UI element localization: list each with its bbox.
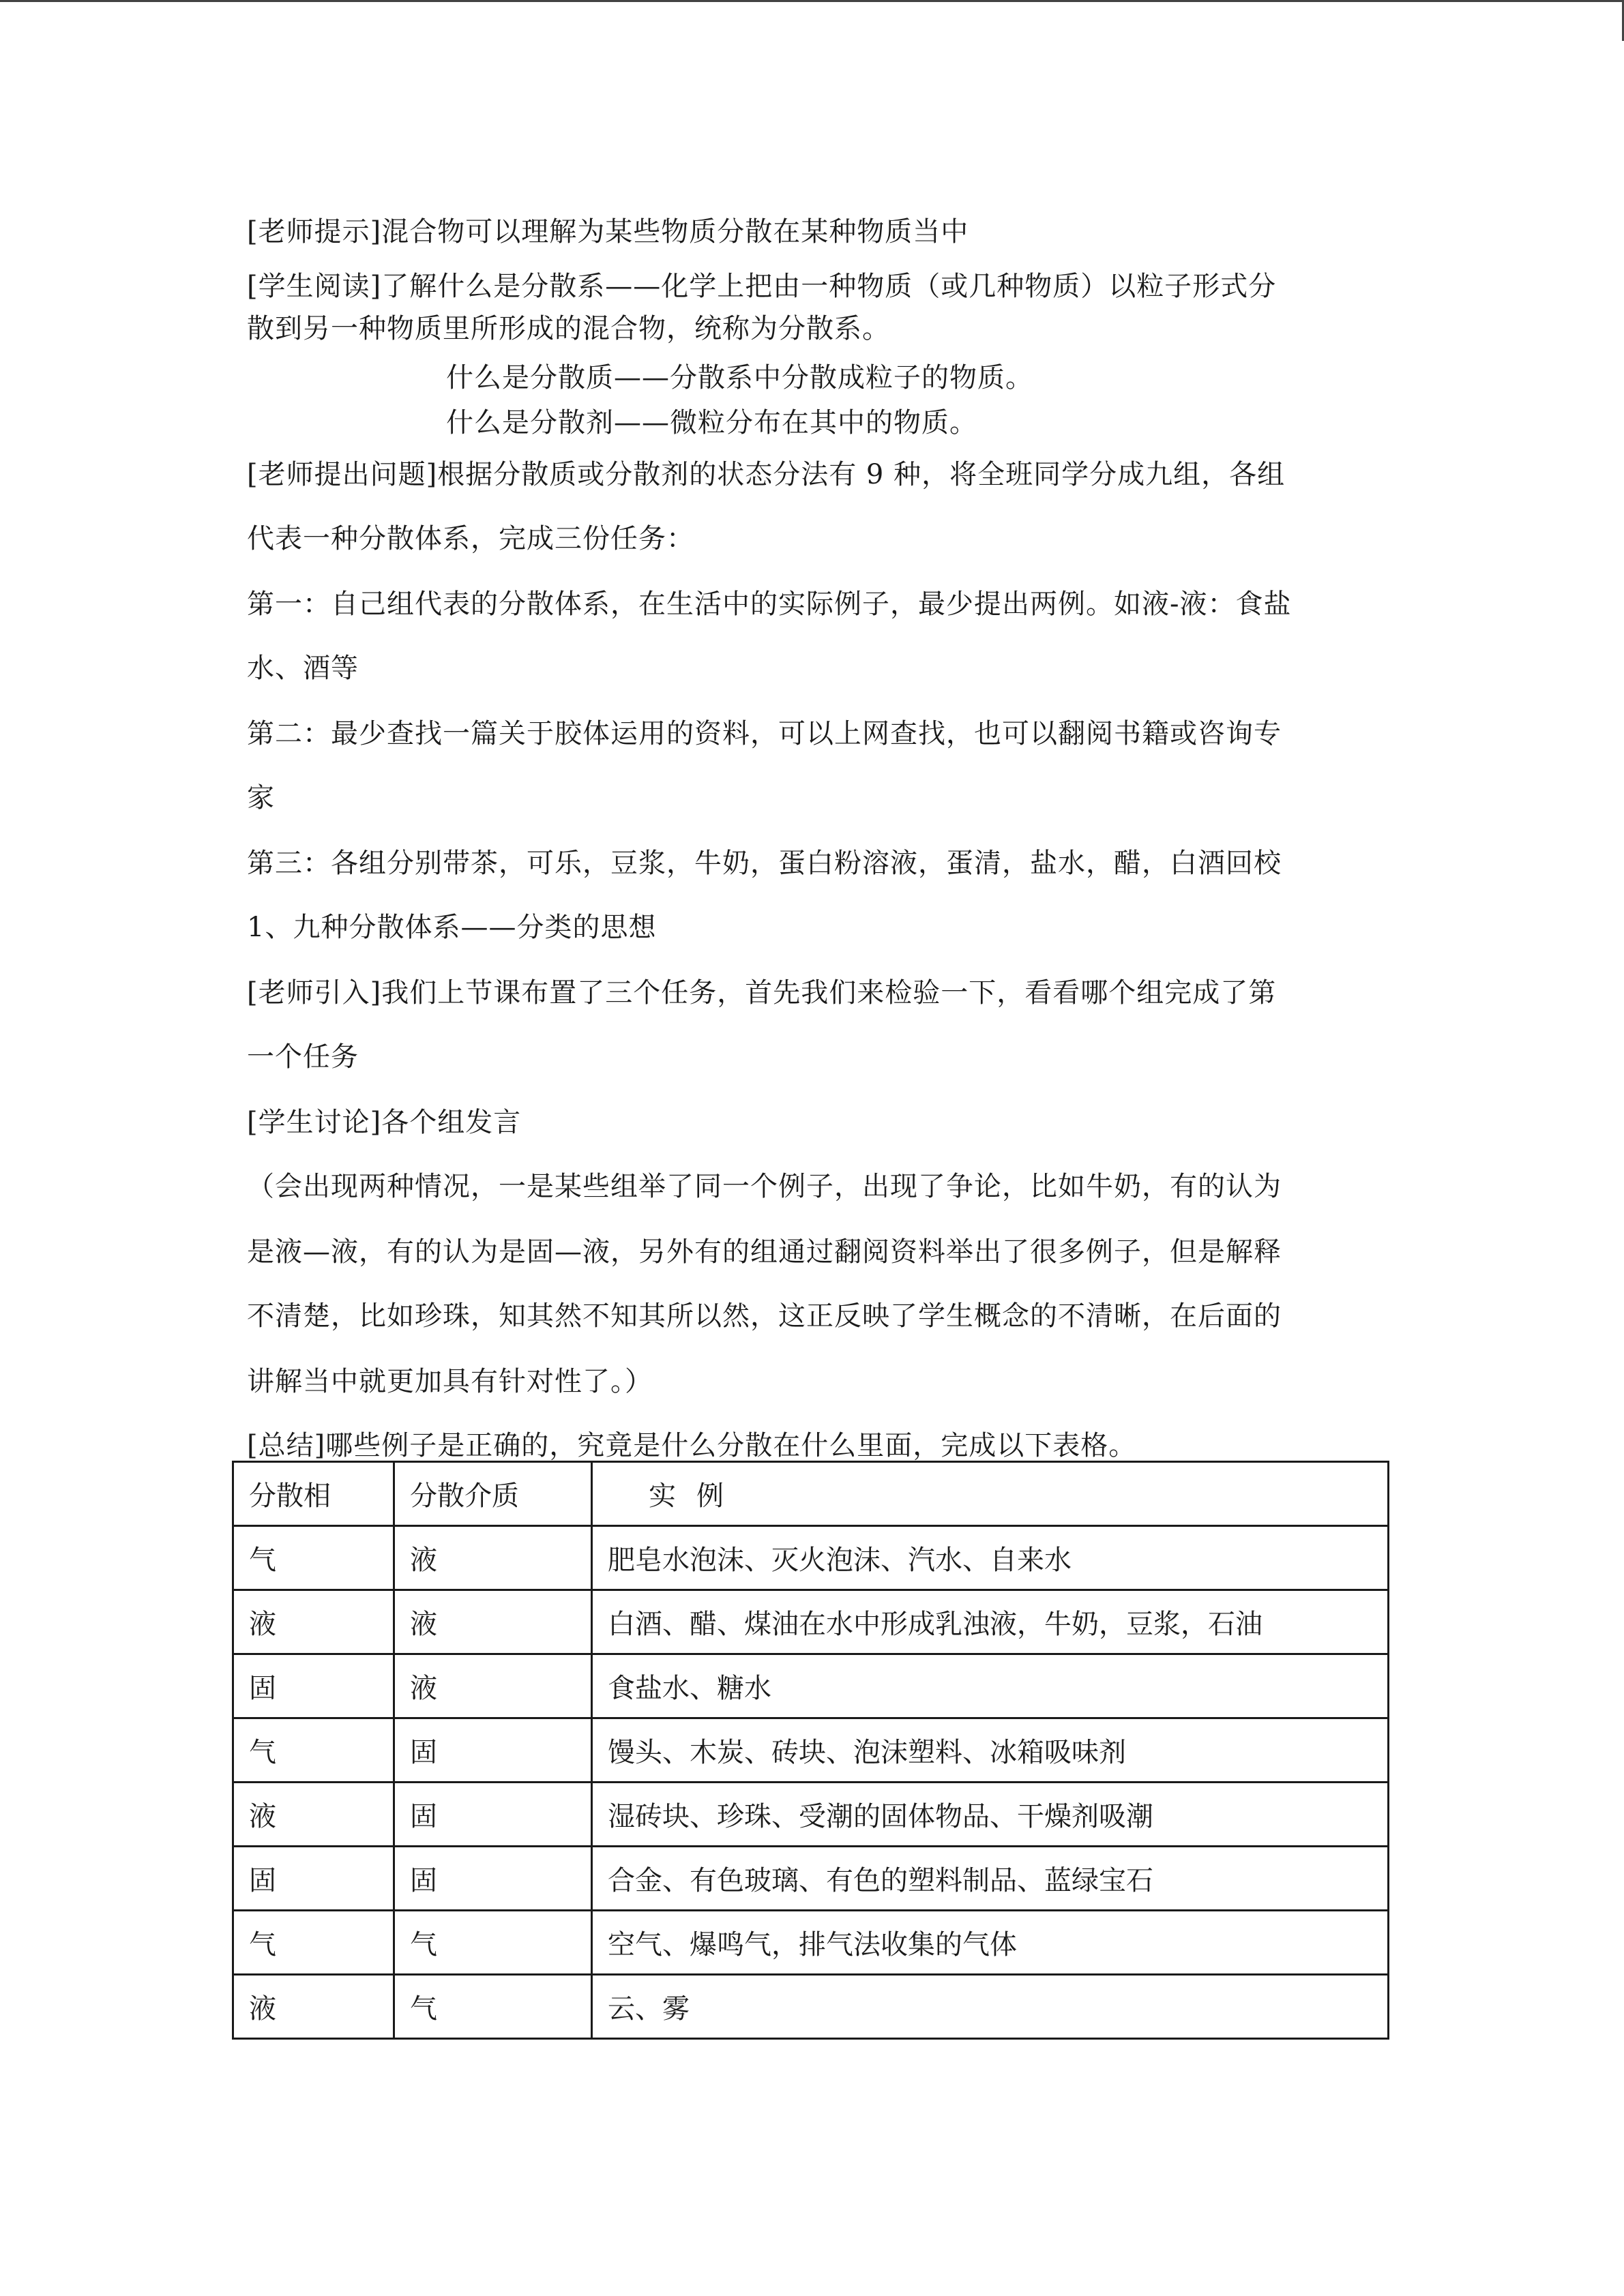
table-row xyxy=(233,1718,1389,1783)
cell-medium: 气 xyxy=(394,1911,592,1975)
task-two-2: 家 xyxy=(247,782,275,814)
paragraph-summary: [总结]哪些例子是正确的，究竟是什么分散在什么里面，完成以下表格。 xyxy=(247,1430,1137,1461)
header-examples: 实例 xyxy=(592,1462,1389,1526)
paragraph-student-discussion: [学生讨论]各个组发言 xyxy=(247,1107,522,1138)
table-row xyxy=(233,1783,1389,1847)
cell-phase: 液 xyxy=(233,1975,394,2039)
paragraph-teacher-intro: [老师引入]我们上节课布置了三个任务，首先我们来检验一下，看看哪个组完成了第 xyxy=(247,977,1277,1009)
cell-phase: 固 xyxy=(233,1847,394,1911)
cell-examples: 湿砖块、珍珠、受潮的固体物品、干燥剂吸潮 xyxy=(592,1783,1389,1847)
page-top-border xyxy=(0,0,1624,2)
cell-phase: 气 xyxy=(233,1911,394,1975)
paragraph-teacher-intro-2: 一个任务 xyxy=(247,1041,359,1073)
cell-medium: 固 xyxy=(394,1783,592,1847)
task-one: 第一：自己组代表的分散体系，在生活中的实际例子，最少提出两例。如液-液：食盐 xyxy=(247,588,1292,620)
definition-dispersion-medium: 什么是分散剂——微粒分布在其中的物质。 xyxy=(446,407,977,438)
cell-examples: 食盐水、糖水 xyxy=(592,1654,1389,1718)
header-dispersion-medium: 分散介质 xyxy=(394,1462,592,1526)
cell-phase: 固 xyxy=(233,1654,394,1718)
table-header-row xyxy=(233,1462,1389,1526)
paragraph-note-3: 不清楚，比如珍珠，知其然不知其所以然，这正反映了学生概念的不清晰，在后面的 xyxy=(247,1300,1282,1332)
cell-examples: 空气、爆鸣气，排气法收集的气体 xyxy=(592,1911,1389,1975)
cell-examples: 馒头、木炭、砖块、泡沫塑料、冰箱吸味剂 xyxy=(592,1718,1389,1783)
paragraph-note-1: （会出现两种情况，一是某些组举了同一个例子，出现了争论，比如牛奶，有的认为 xyxy=(247,1171,1282,1202)
table-row xyxy=(233,1526,1389,1590)
cell-medium: 液 xyxy=(394,1590,592,1654)
cell-examples: 合金、有色玻璃、有色的塑料制品、蓝绿宝石 xyxy=(592,1847,1389,1911)
paragraph-teacher-hint: [老师提示]混合物可以理解为某些物质分散在某种物质当中 xyxy=(247,216,969,248)
cell-medium: 气 xyxy=(394,1975,592,2039)
header-dispersed-phase: 分散相 xyxy=(233,1462,394,1526)
cell-phase: 气 xyxy=(233,1718,394,1783)
dispersion-table-container xyxy=(232,1461,1387,2040)
table-row xyxy=(233,1847,1389,1911)
paragraph-student-reading-2: 散到另一种物质里所形成的混合物，统称为分散系。 xyxy=(247,313,890,344)
table-row xyxy=(233,1654,1389,1718)
paragraph-student-reading: [学生阅读]了解什么是分散系——化学上把由一种物质（或几种物质）以粒子形式分 xyxy=(247,271,1277,302)
cell-medium: 液 xyxy=(394,1654,592,1718)
paragraph-teacher-question: [老师提出问题]根据分散质或分散剂的状态分法有 9 种，将全班同学分成九组，各组 xyxy=(247,459,1286,490)
table-row xyxy=(233,1590,1389,1654)
cell-examples: 白酒、醋、煤油在水中形成乳浊液，牛奶，豆浆，石油 xyxy=(592,1590,1389,1654)
section-heading-nine-systems: 1、九种分散体系——分类的思想 xyxy=(247,912,657,943)
definition-dispersed-phase: 什么是分散质——分散系中分散成粒子的物质。 xyxy=(446,362,1033,393)
table-row xyxy=(233,1911,1389,1975)
cell-medium: 固 xyxy=(394,1718,592,1783)
cell-examples: 云、雾 xyxy=(592,1975,1389,2039)
paragraph-note-4: 讲解当中就更加具有针对性了。） xyxy=(247,1366,653,1397)
cell-medium: 液 xyxy=(394,1526,592,1590)
table-row xyxy=(233,1975,1389,2039)
dispersion-table xyxy=(232,1461,1389,2040)
cell-phase: 液 xyxy=(233,1590,394,1654)
task-one-2: 水、酒等 xyxy=(247,653,359,684)
paragraph-note-2: 是液—液，有的认为是固—液，另外有的组通过翻阅资料举出了很多例子，但是解释 xyxy=(247,1236,1282,1268)
task-two: 第二：最少查找一篇关于胶体运用的资料，可以上网查找，也可以翻阅书籍或咨询专 xyxy=(247,718,1282,749)
cell-phase: 液 xyxy=(233,1783,394,1847)
cell-examples: 肥皂水泡沫、灭火泡沫、汽水、自来水 xyxy=(592,1526,1389,1590)
cell-medium: 固 xyxy=(394,1847,592,1911)
paragraph-teacher-question-2: 代表一种分散体系，完成三份任务： xyxy=(247,523,694,554)
task-three: 第三：各组分别带茶，可乐，豆浆，牛奶，蛋白粉溶液，蛋清，盐水，醋，白酒回校 xyxy=(247,848,1282,879)
cell-phase: 气 xyxy=(233,1526,394,1590)
